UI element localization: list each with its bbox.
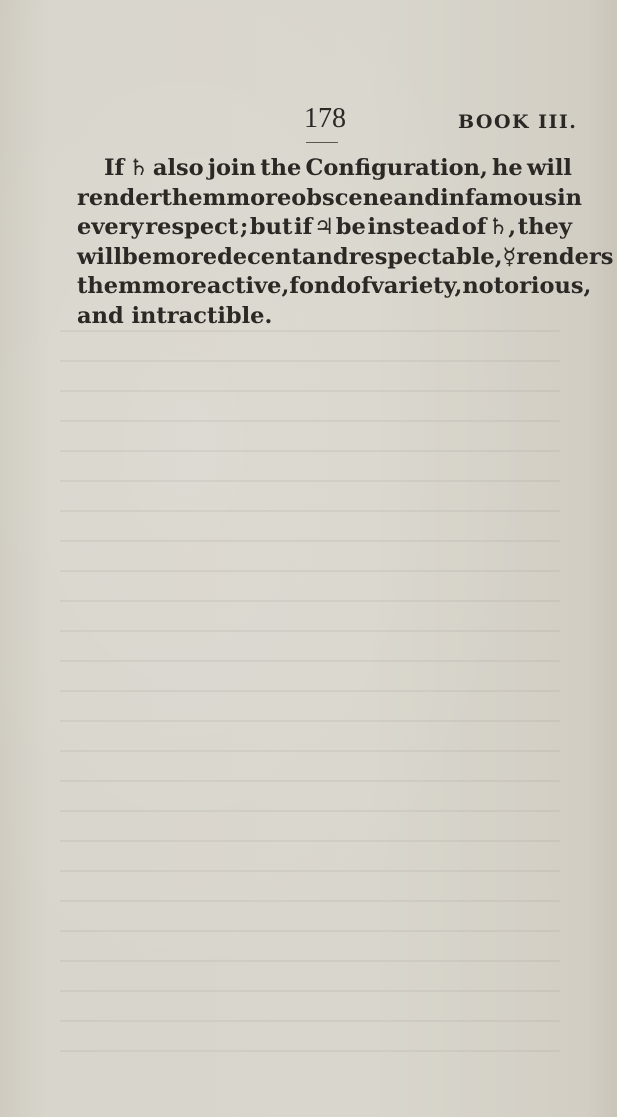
word: more bbox=[226, 184, 292, 211]
word: and bbox=[301, 243, 349, 270]
word: decent bbox=[217, 243, 302, 270]
word: render bbox=[77, 184, 162, 211]
page-header bbox=[0, 103, 617, 143]
word: ♄ bbox=[128, 155, 149, 181]
word: notorious, bbox=[462, 273, 592, 299]
word: of bbox=[461, 214, 487, 240]
word: be bbox=[122, 243, 153, 270]
word: every bbox=[77, 214, 144, 240]
word: ☿ bbox=[502, 243, 517, 270]
word: them bbox=[77, 273, 142, 299]
word: respectable, bbox=[348, 243, 503, 270]
word: Configuration, bbox=[305, 155, 488, 181]
word: if bbox=[294, 214, 313, 240]
running-head: BOOK III. bbox=[458, 111, 578, 133]
word: and intractible. bbox=[77, 302, 273, 329]
word: of bbox=[346, 273, 371, 299]
word: instead bbox=[367, 214, 461, 240]
show-through-texture bbox=[60, 330, 560, 1070]
word: more bbox=[152, 243, 218, 270]
word: and bbox=[393, 184, 441, 211]
word: be bbox=[335, 214, 366, 240]
word: will bbox=[77, 243, 123, 270]
word: they bbox=[517, 214, 572, 240]
header-rule bbox=[306, 142, 338, 143]
word: fond bbox=[289, 273, 347, 299]
word: them bbox=[161, 184, 227, 211]
word: more bbox=[141, 273, 207, 299]
word: variety, bbox=[370, 273, 463, 299]
word: If bbox=[104, 155, 125, 181]
text-line bbox=[77, 272, 592, 302]
text-line bbox=[77, 243, 614, 273]
word: ♃ bbox=[313, 214, 335, 240]
word: in bbox=[557, 184, 582, 211]
word: obscene bbox=[291, 184, 394, 211]
body-paragraph bbox=[77, 154, 614, 331]
word: but bbox=[249, 214, 293, 240]
word: active, bbox=[206, 273, 290, 299]
word: also bbox=[152, 155, 204, 181]
word: the bbox=[260, 155, 302, 181]
text-line bbox=[77, 184, 582, 214]
text-line bbox=[77, 213, 572, 243]
text-line bbox=[77, 302, 572, 332]
word: respect bbox=[145, 214, 239, 240]
word: infamous bbox=[440, 184, 558, 211]
text-line bbox=[77, 154, 572, 184]
word: ; bbox=[239, 214, 249, 240]
word: he bbox=[492, 155, 523, 181]
page-number: 178 bbox=[304, 103, 346, 134]
word: ♄, bbox=[488, 214, 517, 240]
word: join bbox=[207, 155, 256, 181]
word: will bbox=[526, 155, 572, 181]
word: renders bbox=[516, 243, 614, 270]
